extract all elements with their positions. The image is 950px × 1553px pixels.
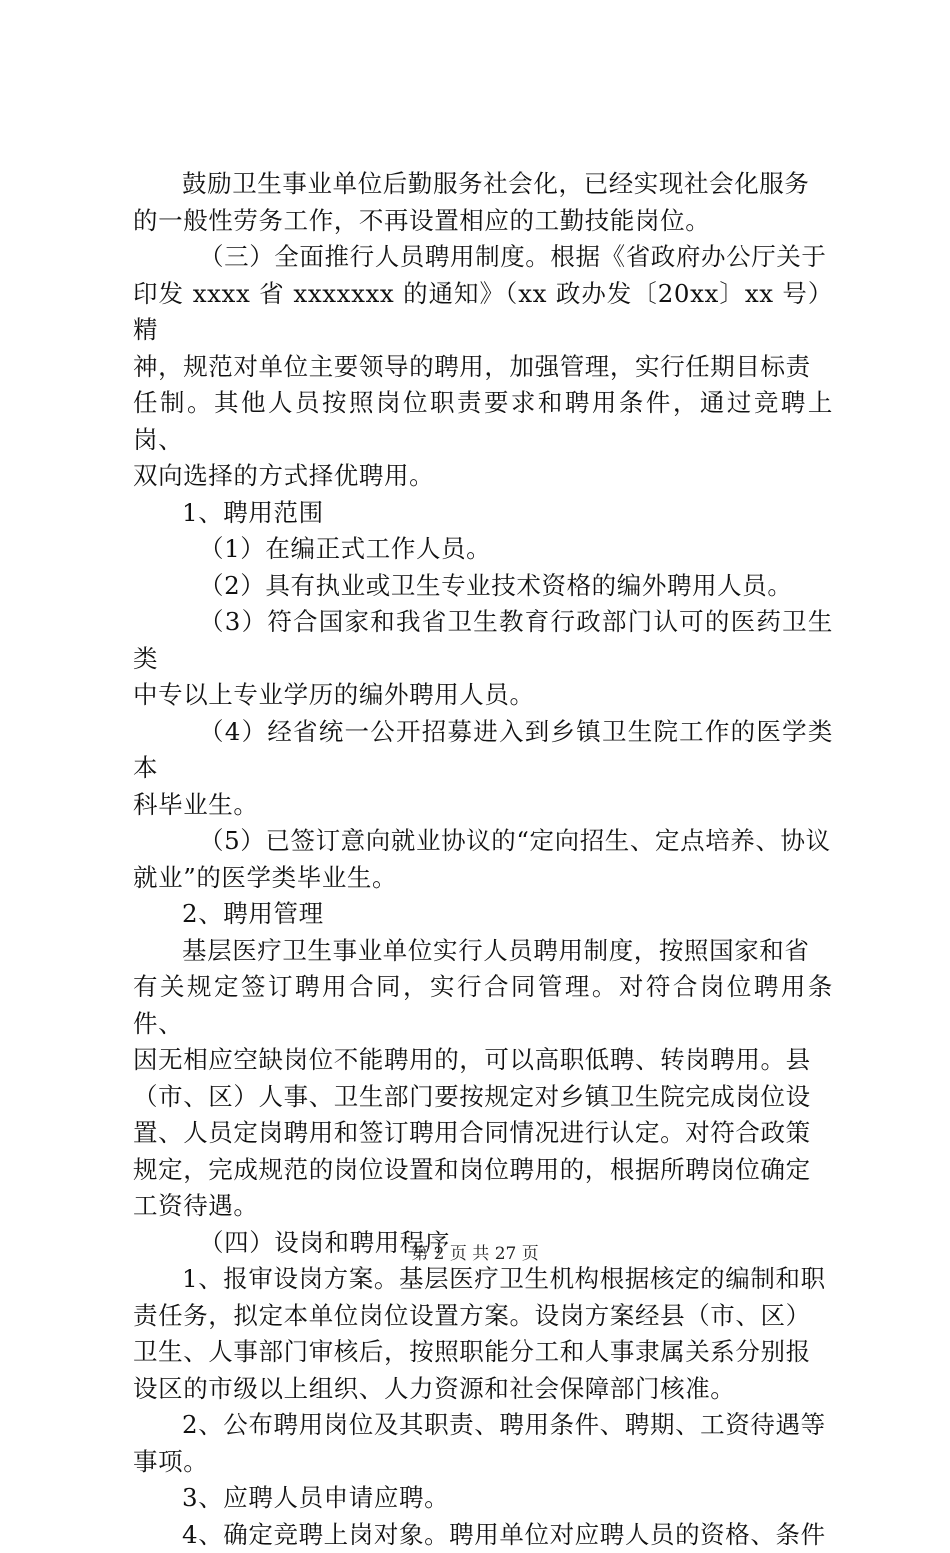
text-line: 中专以上专业学历的编外聘用人员。 bbox=[133, 677, 833, 714]
text-line: 4、确定竞聘上岗对象。聘用单位对应聘人员的资格、条件 bbox=[133, 1517, 833, 1553]
section-heading: （四）设岗和聘用程序 bbox=[133, 1225, 833, 1262]
list-item: （1）在编正式工作人员。 bbox=[133, 531, 833, 568]
text-line: 的一般性劳务工作，不再设置相应的工勤技能岗位。 bbox=[133, 203, 833, 240]
section-heading: 2、聘用管理 bbox=[133, 896, 833, 933]
text-line: 3、应聘人员申请应聘。 bbox=[133, 1480, 833, 1517]
text-line: 因无相应空缺岗位不能聘用的，可以高职低聘、转岗聘用。县 bbox=[133, 1042, 833, 1079]
section-heading: 1、聘用范围 bbox=[133, 495, 833, 532]
text-line: 神，规范对单位主要领导的聘用，加强管理，实行任期目标责 bbox=[133, 349, 833, 386]
text-line: 双向选择的方式择优聘用。 bbox=[133, 458, 833, 495]
list-item: （5）已签订意向就业协议的“定向招生、定点培养、协议 bbox=[133, 823, 833, 860]
text-line: 规定，完成规范的岗位设置和岗位聘用的，根据所聘岗位确定 bbox=[133, 1152, 833, 1189]
document-body bbox=[133, 166, 833, 1553]
text-line: 任制。其他人员按照岗位职责要求和聘用条件，通过竞聘上岗、 bbox=[133, 385, 833, 458]
text-line: 鼓励卫生事业单位后勤服务社会化，已经实现社会化服务 bbox=[133, 166, 833, 203]
text-line: 卫生、人事部门审核后，按照职能分工和人事隶属关系分别报 bbox=[133, 1334, 833, 1371]
list-item: （4）经省统一公开招募进入到乡镇卫生院工作的医学类本 bbox=[133, 714, 833, 787]
text-line: （市、区）人事、卫生部门要按规定对乡镇卫生院完成岗位设 bbox=[133, 1079, 833, 1116]
text-line: 1、报审设岗方案。基层医疗卫生机构根据核定的编制和职 bbox=[133, 1261, 833, 1298]
text-line: 事项。 bbox=[133, 1444, 833, 1481]
list-item: （2）具有执业或卫生专业技术资格的编外聘用人员。 bbox=[133, 568, 833, 605]
text-line: 印发 xxxx 省 xxxxxxx 的通知》（xx 政办发〔20xx〕xx 号）精 bbox=[133, 276, 833, 349]
text-line: 有关规定签订聘用合同，实行合同管理。对符合岗位聘用条件、 bbox=[133, 969, 833, 1042]
text-line: 科毕业生。 bbox=[133, 787, 833, 824]
text-line: 责任务，拟定本单位岗位设置方案。设岗方案经县（市、区） bbox=[133, 1298, 833, 1335]
text-line: 设区的市级以上组织、人力资源和社会保障部门核准。 bbox=[133, 1371, 833, 1408]
text-line: 工资待遇。 bbox=[133, 1188, 833, 1225]
text-line: 就业”的医学类毕业生。 bbox=[133, 860, 833, 897]
text-line: 基层医疗卫生事业单位实行人员聘用制度，按照国家和省 bbox=[133, 933, 833, 970]
text-line: 置、人员定岗聘用和签订聘用合同情况进行认定。对符合政策 bbox=[133, 1115, 833, 1152]
list-item: （3）符合国家和我省卫生教育行政部门认可的医药卫生类 bbox=[133, 604, 833, 677]
text-line: 2、公布聘用岗位及其职责、聘用条件、聘期、工资待遇等 bbox=[133, 1407, 833, 1444]
text-line: （三）全面推行人员聘用制度。根据《省政府办公厅关于 bbox=[133, 239, 833, 276]
page-number-footer: 第 2 页 共 27 页 bbox=[0, 1244, 950, 1264]
